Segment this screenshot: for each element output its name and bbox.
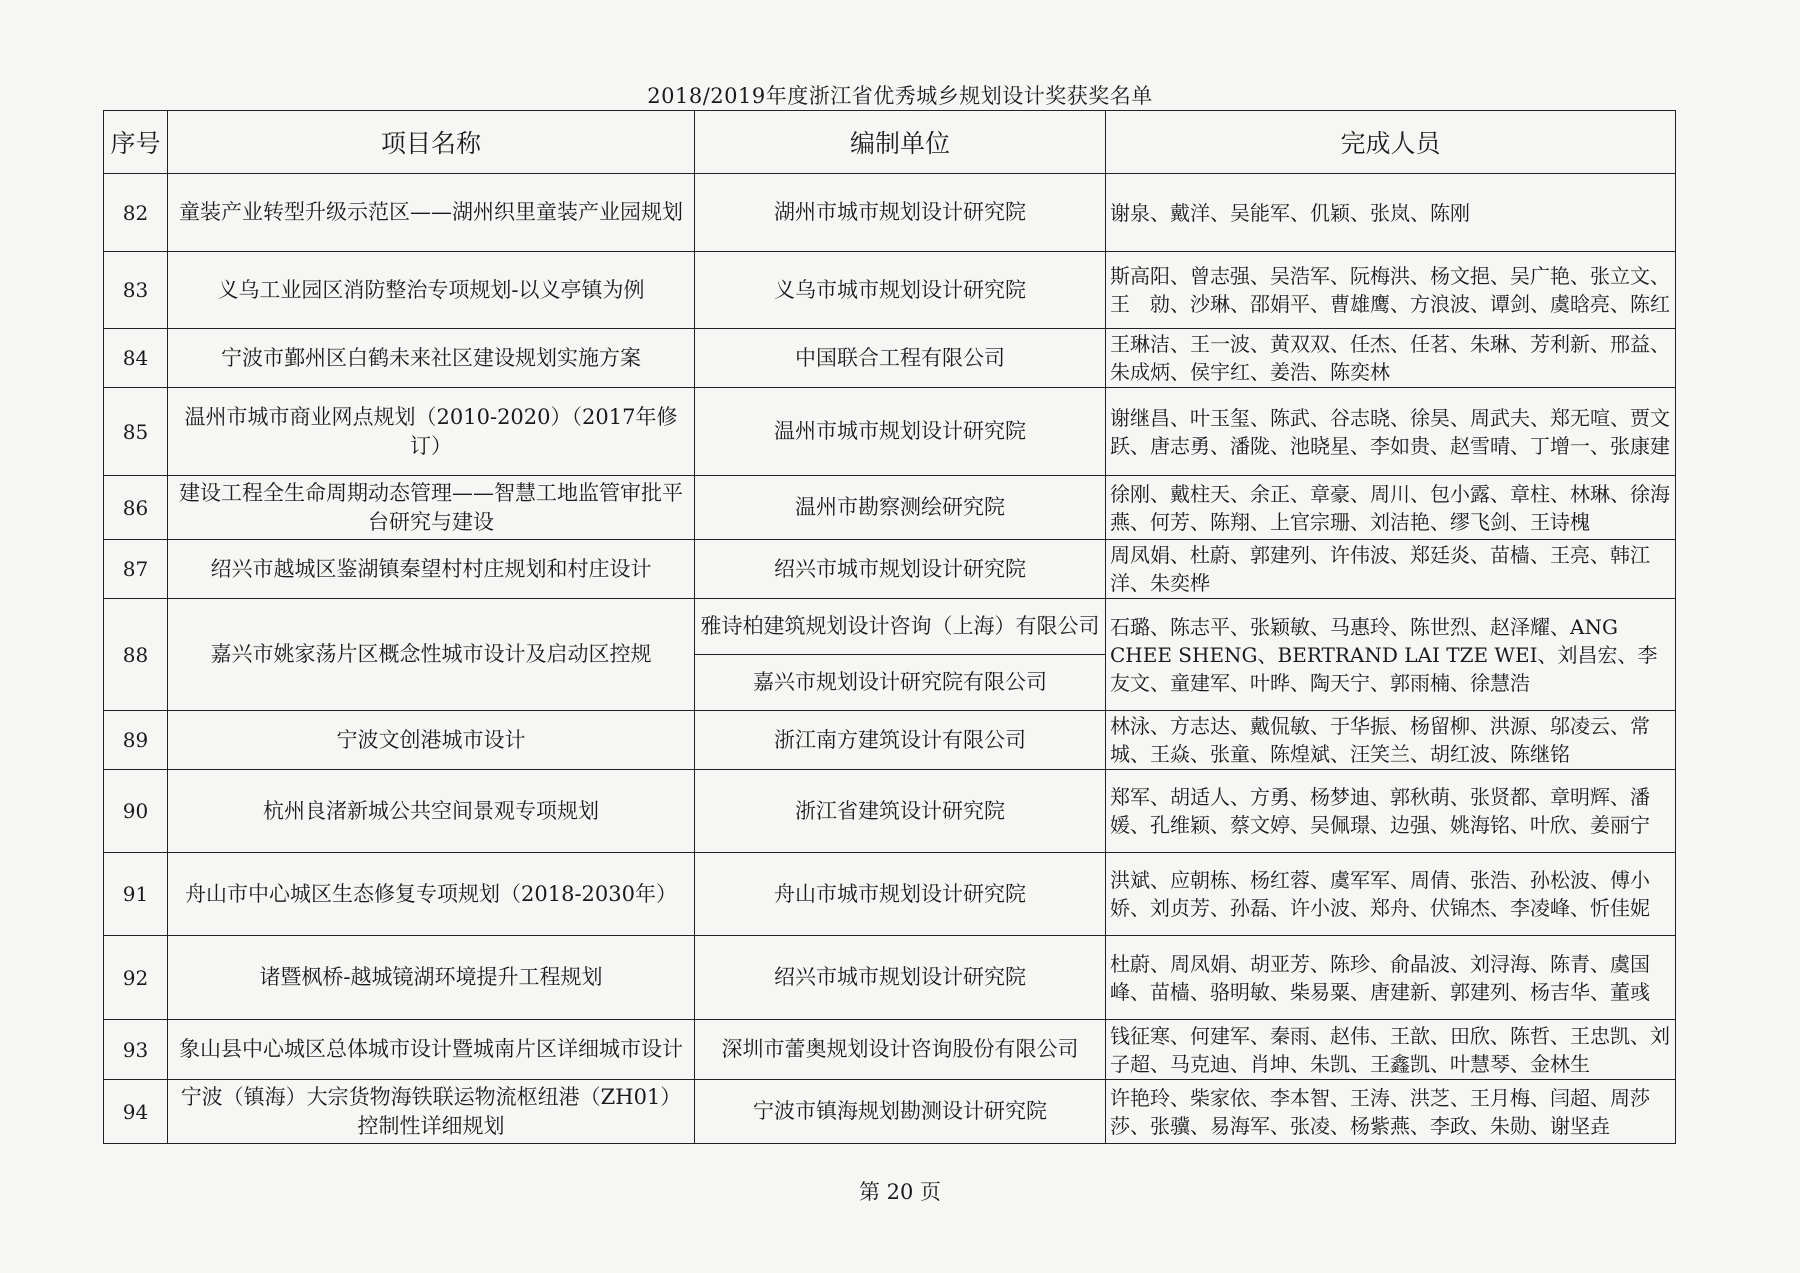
organization-name: 浙江省建筑设计研究院 [695,770,1106,853]
page-title: 2018/2019年度浙江省优秀城乡规划设计奖获奖名单 [647,84,1153,108]
team-members: 谢泉、戴洋、吴能军、仉颖、张岚、陈刚 [1106,174,1676,252]
serial-number: 93 [104,1020,168,1080]
header-project-name: 项目名称 [168,111,695,174]
serial-number: 83 [104,252,168,329]
team-members: 王琳洁、王一波、黄双双、任杰、任茗、朱琳、芳利新、邢益、朱成炳、侯宇红、姜浩、陈奕林 [1106,329,1676,388]
team-members: 洪斌、应朝栋、杨红蓉、虞军军、周倩、张浩、孙松波、傅小娇、刘贞芳、孙磊、许小波、郑舟、伏锦杰、李凌峰、忻佳妮 [1106,853,1676,936]
table-row [104,476,1676,540]
serial-number: 91 [104,853,168,936]
header-team-members: 完成人员 [1106,111,1676,174]
team-members: 林泳、方志达、戴侃敏、于华振、杨留柳、洪源、邬凌云、常城、王焱、张童、陈煌斌、汪笑兰、胡红波、陈继铭 [1106,711,1676,770]
table-row [104,853,1676,936]
project-name: 舟山市中心城区生态修复专项规划（2018-2030年） [168,853,695,936]
project-name: 温州市城市商业网点规划（2010-2020）（2017年修订） [168,388,695,476]
serial-number: 89 [104,711,168,770]
team-members: 周凤娟、杜蔚、郭建列、许伟波、郑廷炎、苗樯、王亮、韩江洋、朱奕桦 [1106,540,1676,599]
project-name: 义乌工业园区消防整治专项规划-以义亭镇为例 [168,252,695,329]
table-header-row [104,111,1676,174]
team-members: 谢继昌、叶玉玺、陈武、谷志晓、徐昊、周武夫、郑无喧、贾文跃、唐志勇、潘陇、池晓星、李如贵、赵雪晴、丁增一、张康建 [1106,388,1676,476]
organization-name: 中国联合工程有限公司 [695,329,1106,388]
serial-number: 88 [104,599,168,711]
organization-name: 舟山市城市规划设计研究院 [695,853,1106,936]
table-row [104,329,1676,388]
table-row [104,1080,1676,1144]
organization-name: 绍兴市城市规划设计研究院 [695,936,1106,1020]
table-row [104,711,1676,770]
project-name: 绍兴市越城区鉴湖镇秦望村村庄规划和村庄设计 [168,540,695,599]
header-organization: 编制单位 [695,111,1106,174]
project-name: 宁波（镇海）大宗货物海铁联运物流枢纽港（ZH01）控制性详细规划 [168,1080,695,1144]
organization-name: 浙江南方建筑设计有限公司 [695,711,1106,770]
project-name: 诸暨枫桥-越城镜湖环境提升工程规划 [168,936,695,1020]
serial-number: 85 [104,388,168,476]
serial-number: 94 [104,1080,168,1144]
team-members: 石璐、陈志平、张颖敏、马惠玲、陈世烈、赵泽耀、ANG CHEE SHENG、BERTRAND LAI TZE WEI、刘昌宏、李友文、童建军、叶晔、陶天宁、郭雨楠、徐慧浩 [1106,599,1676,711]
organization-name: 湖州市城市规划设计研究院 [695,174,1106,252]
table-row [104,174,1676,252]
team-members: 郑军、胡适人、方勇、杨梦迪、郭秋萌、张贤都、章明辉、潘媛、孔维颖、蔡文婷、吴佩璟、边强、姚海铭、叶欣、姜丽宁 [1106,770,1676,853]
serial-number: 86 [104,476,168,540]
organization-name: 深圳市蕾奥规划设计咨询股份有限公司 [695,1020,1106,1080]
team-members: 钱征寒、何建军、秦雨、赵伟、王歆、田欣、陈哲、王忠凯、刘子超、马克迪、肖坤、朱凯、王鑫凯、叶慧琴、金林生 [1106,1020,1676,1080]
serial-number: 90 [104,770,168,853]
team-members: 徐刚、戴柱天、余正、章豪、周川、包小露、章柱、林琳、徐海燕、何芳、陈翔、上官宗珊、刘洁艳、缪飞剑、王诗槐 [1106,476,1676,540]
awards-table [103,110,1676,1144]
organization-name: 雅诗柏建筑规划设计咨询（上海）有限公司 [695,599,1106,655]
table-row [104,1020,1676,1080]
project-name: 童装产业转型升级示范区——湖州织里童装产业园规划 [168,174,695,252]
organization-name: 绍兴市城市规划设计研究院 [695,540,1106,599]
organization-name: 义乌市城市规划设计研究院 [695,252,1106,329]
table-row [104,770,1676,853]
team-members: 斯高阳、曾志强、吴浩军、阮梅洪、杨文挹、吴广艳、张立文、王 勍、沙琳、邵娟平、曹雄鹰、方浪波、谭剑、虞晗亮、陈红 [1106,252,1676,329]
project-name: 杭州良渚新城公共空间景观专项规划 [168,770,695,853]
team-members: 许艳玲、柴家依、李本智、王涛、洪芝、王月梅、闫超、周莎莎、张骥、易海军、张凌、杨紫燕、李政、朱勋、谢坚垚 [1106,1080,1676,1144]
project-name: 象山县中心城区总体城市设计暨城南片区详细城市设计 [168,1020,695,1080]
serial-number: 84 [104,329,168,388]
project-name: 宁波市鄞州区白鹤未来社区建设规划实施方案 [168,329,695,388]
table-row [104,540,1676,599]
table-body [104,174,1676,1144]
organization-name: 温州市勘察测绘研究院 [695,476,1106,540]
project-name: 宁波文创港城市设计 [168,711,695,770]
organization-name: 宁波市镇海规划勘测设计研究院 [695,1080,1106,1144]
table-row [104,388,1676,476]
project-name: 嘉兴市姚家荡片区概念性城市设计及启动区控规 [168,599,695,711]
team-members: 杜蔚、周凤娟、胡亚芳、陈珍、俞晶波、刘浔海、陈青、虞国峰、苗樯、骆明敏、柴易粟、唐建新、郭建列、杨吉华、董彧 [1106,936,1676,1020]
table-row [104,599,1676,655]
serial-number: 87 [104,540,168,599]
page-number: 第 20 页 [858,1180,942,1204]
serial-number: 92 [104,936,168,1020]
header-serial-number: 序号 [104,111,168,174]
organization-name: 嘉兴市规划设计研究院有限公司 [695,655,1106,711]
table-row [104,252,1676,329]
project-name: 建设工程全生命周期动态管理——智慧工地监管审批平台研究与建设 [168,476,695,540]
table-row [104,936,1676,1020]
serial-number: 82 [104,174,168,252]
organization-name: 温州市城市规划设计研究院 [695,388,1106,476]
